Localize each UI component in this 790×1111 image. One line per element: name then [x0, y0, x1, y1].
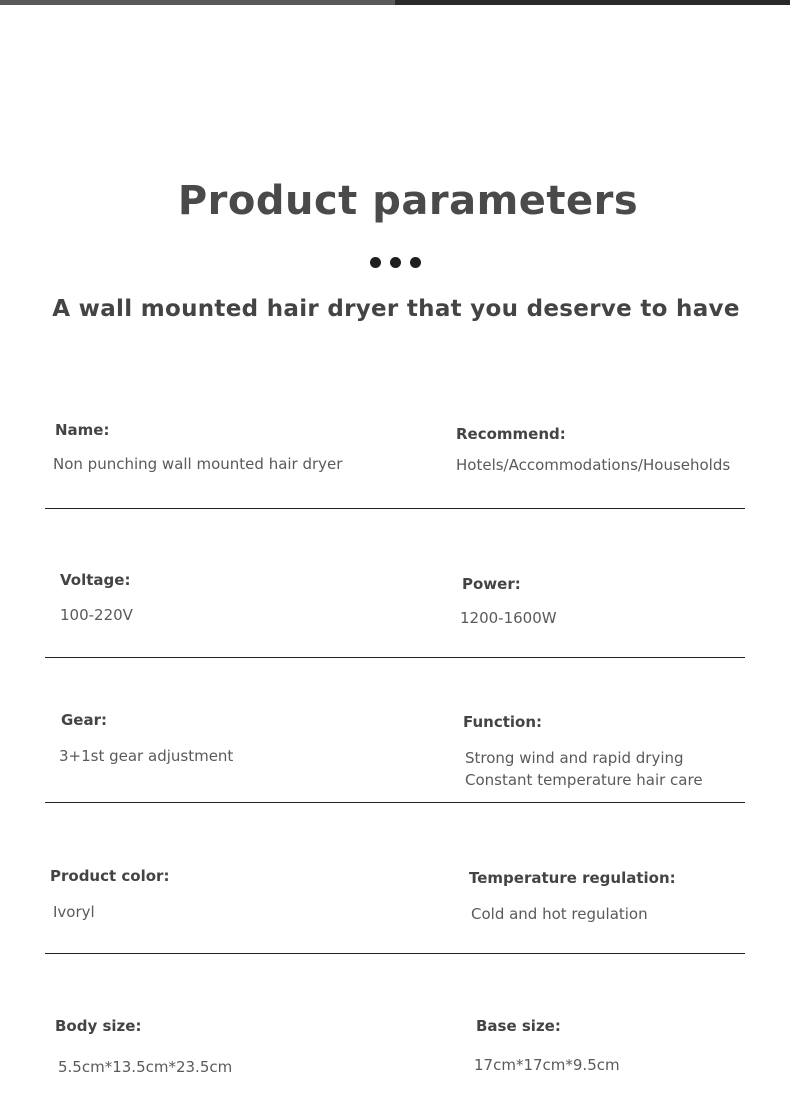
- dot: [370, 257, 381, 268]
- param-value-body-size: 5.5cm*13.5cm*23.5cm: [58, 1058, 233, 1076]
- top-bar-right: [395, 0, 790, 5]
- param-value-base-size: 17cm*17cm*9.5cm: [474, 1056, 620, 1074]
- top-bar: [0, 0, 790, 5]
- param-value-recommend: Hotels/Accommodations/Households: [456, 456, 731, 474]
- param-label-voltage: Voltage:: [60, 571, 131, 589]
- param-label-gear: Gear:: [61, 711, 108, 729]
- param-label-recommend: Recommend:: [456, 425, 566, 443]
- param-value-name: Non punching wall mounted hair dryer: [53, 455, 343, 473]
- param-value-voltage: 100-220V: [60, 606, 133, 624]
- top-bar-left: [0, 0, 395, 5]
- param-label-product-color: Product color:: [50, 867, 170, 885]
- param-label-base-size: Base size:: [476, 1017, 561, 1035]
- divider-line: [45, 508, 745, 509]
- divider-line: [45, 657, 745, 658]
- divider-line: [45, 802, 745, 803]
- param-value-gear: 3+1st gear adjustment: [59, 747, 234, 765]
- page-subtitle: A wall mounted hair dryer that you deserve to have: [52, 296, 740, 322]
- param-value-function-line2: Constant temperature hair care: [465, 771, 703, 789]
- param-label-function: Function:: [463, 713, 543, 731]
- param-value-function-line1: Strong wind and rapid drying: [465, 749, 684, 767]
- param-label-name: Name:: [55, 421, 110, 439]
- param-label-body-size: Body size:: [55, 1017, 142, 1035]
- param-value-product-color: Ivoryl: [53, 903, 95, 921]
- page-title: Product parameters: [177, 178, 639, 224]
- dot: [390, 257, 401, 268]
- param-value-temperature-regulation: Cold and hot regulation: [471, 905, 648, 923]
- dots-divider: [370, 257, 422, 269]
- param-value-power: 1200-1600W: [460, 609, 557, 627]
- param-label-power: Power:: [462, 575, 521, 593]
- dot: [410, 257, 421, 268]
- divider-line: [45, 953, 745, 954]
- param-label-temperature-regulation: Temperature regulation:: [469, 869, 676, 887]
